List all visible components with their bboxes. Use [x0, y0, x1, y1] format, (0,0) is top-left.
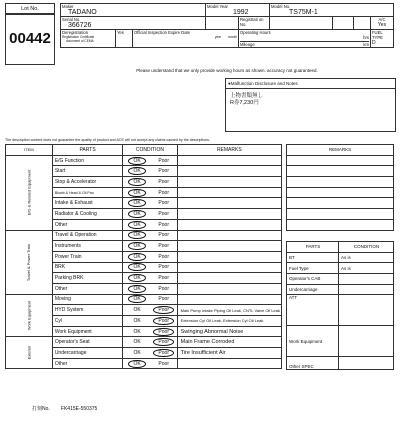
- ok-cell: [123, 219, 151, 230]
- ok-mark: OK: [128, 167, 145, 175]
- table-row: [6, 337, 282, 348]
- group-text: E/G & Related Equipment: [26, 169, 32, 216]
- part-name: E/G Function: [52, 155, 123, 166]
- ok-cell: [123, 198, 151, 209]
- ok-mark: OK: [128, 231, 145, 239]
- parts-row: [287, 274, 394, 285]
- parts-col-header: PARTS: [287, 242, 339, 253]
- group-label-engine: [6, 155, 53, 230]
- mileage-label: Mileage: [240, 42, 255, 47]
- hours-label: Operating Hours: [240, 30, 271, 35]
- poor-mark: Poor: [158, 210, 169, 217]
- poor-cell: [151, 187, 177, 198]
- part-name: Other: [52, 358, 123, 369]
- remark-cell: [177, 273, 281, 284]
- group-label-work: [6, 294, 53, 337]
- poor-mark: Poor: [153, 349, 174, 357]
- remark-cell: Main Frame Corroded: [177, 337, 281, 348]
- ok-cell: [123, 155, 151, 166]
- parts-row-label: Other SPEC: [287, 357, 339, 370]
- malfunction-box: [225, 78, 396, 132]
- malfunction-line-2: R券7,230円: [230, 100, 259, 106]
- item-header: ITEM: [6, 145, 53, 156]
- year-label: year: [214, 35, 222, 39]
- ac-label: A/C: [378, 17, 386, 22]
- poor-cell: [151, 251, 177, 262]
- ok-mark: OK: [133, 349, 141, 356]
- poor-cell: [151, 155, 177, 166]
- remark-cell: [177, 209, 281, 220]
- part-name: Cyl: [52, 316, 123, 327]
- part-name: Other: [52, 219, 123, 230]
- parts-row-label: BT: [287, 252, 339, 263]
- poor-cell: [151, 262, 177, 273]
- ok-mark: OK: [128, 242, 145, 250]
- remark-cell: Swinging Abnormal Noise: [177, 326, 281, 337]
- poor-mark: Poor: [153, 328, 174, 336]
- poor-cell: [151, 358, 177, 369]
- parts-row-label: Fuel Type: [287, 263, 339, 274]
- remark-cell: [177, 241, 281, 252]
- poor-cell: [151, 209, 177, 220]
- parts-row-condition: [339, 295, 394, 326]
- dereg-doc-label: document of CEMA: [66, 39, 94, 43]
- remark-cell: Extension Cyl Oil Leak, Extension Cyl Oil Leak: [177, 316, 281, 327]
- remark-cell: [177, 219, 281, 230]
- remark-cell: [177, 283, 281, 294]
- poor-mark: Poor: [158, 232, 169, 239]
- ok-mark: OK: [133, 339, 141, 346]
- ok-cell: [123, 177, 151, 188]
- part-name: Moving: [52, 294, 123, 305]
- part-name: Operator's Seat: [52, 337, 123, 348]
- lot-label: Lot No.: [5, 3, 55, 15]
- vehicle-info-table: [60, 3, 394, 48]
- table-row: [6, 294, 282, 305]
- ok-mark: OK: [128, 285, 145, 293]
- parts-row: [287, 263, 394, 274]
- parts-row: [287, 357, 394, 370]
- side-remarks-table: [286, 144, 394, 231]
- poor-cell: [151, 348, 177, 359]
- remark-cell: [177, 358, 281, 369]
- fuel-type-value: D: [372, 40, 376, 46]
- remark-cell: Main Pump Intake Piping Oil Leak, CNTL Valve Oil Leak: [177, 305, 281, 316]
- poor-cell: [151, 198, 177, 209]
- parts-row-label: ATT: [287, 295, 339, 326]
- remark-cell: [177, 187, 281, 198]
- ok-cell: [123, 326, 151, 337]
- lot-number: 00442: [5, 13, 55, 65]
- part-name: Start: [52, 166, 123, 177]
- km-unit: km: [363, 42, 369, 47]
- dereg-value: Yes: [117, 30, 124, 35]
- remark-cell: [177, 251, 281, 262]
- ac-value: Yes: [377, 22, 387, 28]
- part-name: Intake & Exhaust: [52, 198, 123, 209]
- part-name: Other: [52, 283, 123, 294]
- ok-cell: [123, 241, 151, 252]
- poor-mark: Poor: [158, 157, 169, 164]
- ok-cell: [123, 273, 151, 284]
- parts-row: [287, 284, 394, 295]
- poor-mark: Poor: [158, 200, 169, 207]
- part-name: Radiator & Cooling: [52, 209, 123, 220]
- malfunction-line-1: 上物書類無し: [230, 93, 264, 99]
- remark-cell: [177, 166, 281, 177]
- poor-cell: [151, 337, 177, 348]
- remark-cell: [177, 230, 281, 241]
- ok-mark: OK: [128, 221, 145, 229]
- poor-mark: Poor: [153, 338, 174, 346]
- ok-cell: [123, 283, 151, 294]
- fuel-type-label: FUEL TYPE: [372, 30, 383, 40]
- ok-mark: OK: [133, 328, 141, 335]
- model-year-label: Model Year: [207, 4, 228, 9]
- part-name: Travel & Operation: [52, 230, 123, 241]
- footer-stamp: [32, 405, 97, 412]
- poor-cell: [151, 273, 177, 284]
- poor-mark: Poor: [158, 296, 169, 303]
- condition-col-header: CONDITION: [339, 242, 394, 253]
- parts-row-label: Operator's CAB: [287, 274, 339, 285]
- condition-header: CONDITION: [123, 145, 177, 156]
- remark-cell: [177, 262, 281, 273]
- part-name: Blowb & Head & Oil Pan: [52, 187, 123, 198]
- ok-mark: OK: [128, 178, 145, 186]
- model-year-value: 1992: [233, 9, 249, 16]
- poor-mark: Poor: [158, 178, 169, 185]
- disclaimer: The description content does not guarantee the quality of product and ACE will not accept any claims caused by the descriptions.: [5, 138, 210, 142]
- parts-row-condition: [339, 357, 394, 370]
- parts-row-label: Undercarriage: [287, 284, 339, 295]
- serial-value: 366726: [68, 22, 92, 29]
- group-label-exterior: [6, 337, 53, 369]
- poor-mark: Poor: [158, 168, 169, 175]
- poor-cell: [151, 294, 177, 305]
- group-text: Work Equipment: [26, 300, 32, 331]
- registration-label: Registrati on No.: [240, 17, 264, 27]
- malfunction-title: ●Malfunction Disclosure and Notes: [226, 79, 395, 89]
- part-name: Undercarriage: [52, 348, 123, 359]
- part-name: Stop & Accelerator: [52, 177, 123, 188]
- poor-mark: Poor: [158, 221, 169, 228]
- ok-mark: OK: [128, 199, 145, 207]
- parts-row-condition: As is: [339, 252, 394, 263]
- hours-note: Please understand that we only provide working hours as shown. accuracy not guaranteed.: [136, 68, 318, 73]
- table-row: [6, 155, 282, 166]
- poor-mark: Poor: [153, 306, 174, 314]
- ok-mark: OK: [128, 210, 145, 218]
- parts-row-condition: As is: [339, 263, 394, 274]
- poor-cell: [151, 230, 177, 241]
- ok-cell: [123, 262, 151, 273]
- part-name: BRK: [52, 262, 123, 273]
- part-name: Power Train: [52, 251, 123, 262]
- ok-mark: OK: [128, 263, 145, 271]
- parts-condition-table: [286, 241, 394, 370]
- part-name: Instruments: [52, 241, 123, 252]
- ok-cell: [123, 187, 151, 198]
- group-text: Travel & Power Train: [26, 243, 32, 281]
- ok-cell: [123, 230, 151, 241]
- ok-cell: [123, 166, 151, 177]
- ok-mark: OK: [133, 307, 141, 314]
- parts-header: PARTS: [52, 145, 123, 156]
- parts-row-label: Work Equipment: [287, 326, 339, 357]
- poor-mark: Poor: [158, 243, 169, 250]
- ok-mark: OK: [128, 295, 145, 303]
- poor-cell: [151, 283, 177, 294]
- inspection-label: Official Inspection Expire Date: [134, 30, 191, 35]
- poor-cell: [151, 305, 177, 316]
- ok-mark: OK: [128, 189, 145, 197]
- stamp-value: FK415E-550375: [60, 406, 98, 412]
- maker-label: Maker: [62, 4, 74, 9]
- parts-row: [287, 326, 394, 357]
- remark-cell: [177, 294, 281, 305]
- poor-mark: Poor: [158, 189, 169, 196]
- month-label: month: [228, 35, 237, 39]
- dereg-label: Deregistration: [62, 30, 89, 35]
- part-name: Parking BRK: [52, 273, 123, 284]
- hrs-unit: hrs: [363, 35, 369, 40]
- ok-mark: OK: [128, 157, 145, 165]
- serial-label: Serial No.: [62, 17, 81, 22]
- poor-mark: Poor: [158, 275, 169, 282]
- ok-cell: [123, 358, 151, 369]
- ok-cell: [123, 348, 151, 359]
- part-name: HYD System: [52, 305, 123, 316]
- remarks-header: REMARKS: [177, 145, 281, 156]
- parts-row: [287, 295, 394, 326]
- ok-cell: [123, 305, 151, 316]
- remark-cell: [177, 155, 281, 166]
- remark-cell: [177, 177, 281, 188]
- stamp-label: 打刻No.: [32, 406, 50, 412]
- maker-value: TADANO: [68, 9, 97, 16]
- poor-mark: Poor: [158, 360, 169, 367]
- dereg-cert-label: Registration Certificate: [62, 35, 95, 39]
- ok-cell: [123, 316, 151, 327]
- model-no-label: Model No.: [271, 4, 291, 9]
- ok-cell: [123, 294, 151, 305]
- parts-row-condition: [339, 284, 394, 295]
- ok-cell: [123, 251, 151, 262]
- poor-cell: [151, 326, 177, 337]
- part-name: Work Equipment: [52, 326, 123, 337]
- group-label-travel: [6, 230, 53, 294]
- side-remarks-header: REMARKS: [287, 145, 394, 156]
- parts-row: [287, 252, 394, 263]
- poor-cell: [151, 241, 177, 252]
- condition-table: [5, 144, 282, 369]
- remark-cell: [177, 198, 281, 209]
- ok-mark: OK: [128, 274, 145, 282]
- remark-cell: Tire Insufficient Air: [177, 348, 281, 359]
- poor-cell: [151, 166, 177, 177]
- poor-cell: [151, 177, 177, 188]
- poor-mark: Poor: [158, 253, 169, 260]
- model-no-value: TS75M-1: [289, 9, 318, 16]
- ok-mark: OK: [128, 360, 145, 368]
- parts-row-condition: [339, 326, 394, 357]
- ok-mark: OK: [133, 317, 141, 324]
- table-row: [6, 230, 282, 241]
- ok-cell: [123, 209, 151, 220]
- poor-mark: Poor: [153, 317, 174, 325]
- poor-cell: [151, 316, 177, 327]
- poor-mark: Poor: [158, 285, 169, 292]
- parts-row-condition: [339, 274, 394, 285]
- poor-cell: [151, 219, 177, 230]
- ok-cell: [123, 337, 151, 348]
- group-text: Exterior: [26, 346, 32, 360]
- poor-mark: Poor: [158, 264, 169, 271]
- ok-mark: OK: [128, 253, 145, 261]
